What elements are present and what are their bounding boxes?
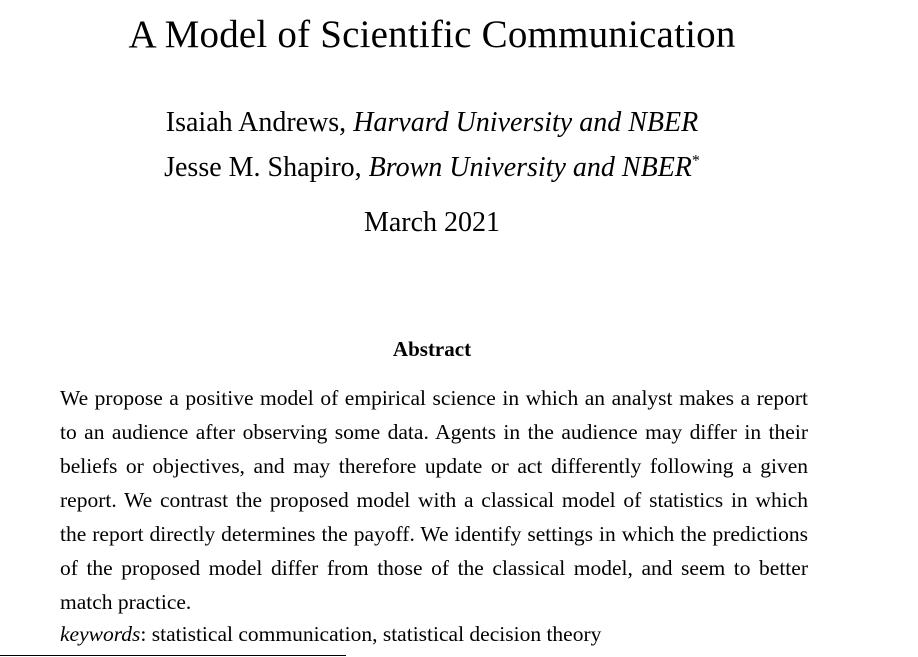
keywords-label: keywords <box>60 622 141 646</box>
author-name: Jesse M. Shapiro, <box>164 152 362 183</box>
author-affiliation: Harvard University and NBER <box>353 107 699 138</box>
abstract-heading: Abstract <box>392 337 472 361</box>
keywords-text: statistical communication, statistical decision theory <box>146 622 602 646</box>
author-name: Isaiah Andrews, <box>165 107 347 138</box>
footnote-rule <box>0 655 346 656</box>
author-line <box>0 105 864 141</box>
paper-title: A Model of Scientific Communication <box>128 13 736 56</box>
author-line <box>0 150 864 186</box>
author-affiliation: Brown University and NBER <box>368 152 692 183</box>
keywords-separator: : <box>140 622 147 646</box>
footnote-mark: * <box>691 152 700 170</box>
abstract-text: We propose a positive model of empirical science in which an analyst makes a report to an audience after observing some data. Agents in the audience may differ in their beliefs or objectives, and may therefore update or act differently following a given report. We contrast the proposed model with a classical model of statistics in which the report directly determines the payoff. We identify settings in which the predictions of the proposed model differ from those of the classical model, and seem to better match practice. <box>60 386 808 614</box>
publication-date: March 2021 <box>363 207 501 238</box>
keywords-line <box>60 619 808 649</box>
